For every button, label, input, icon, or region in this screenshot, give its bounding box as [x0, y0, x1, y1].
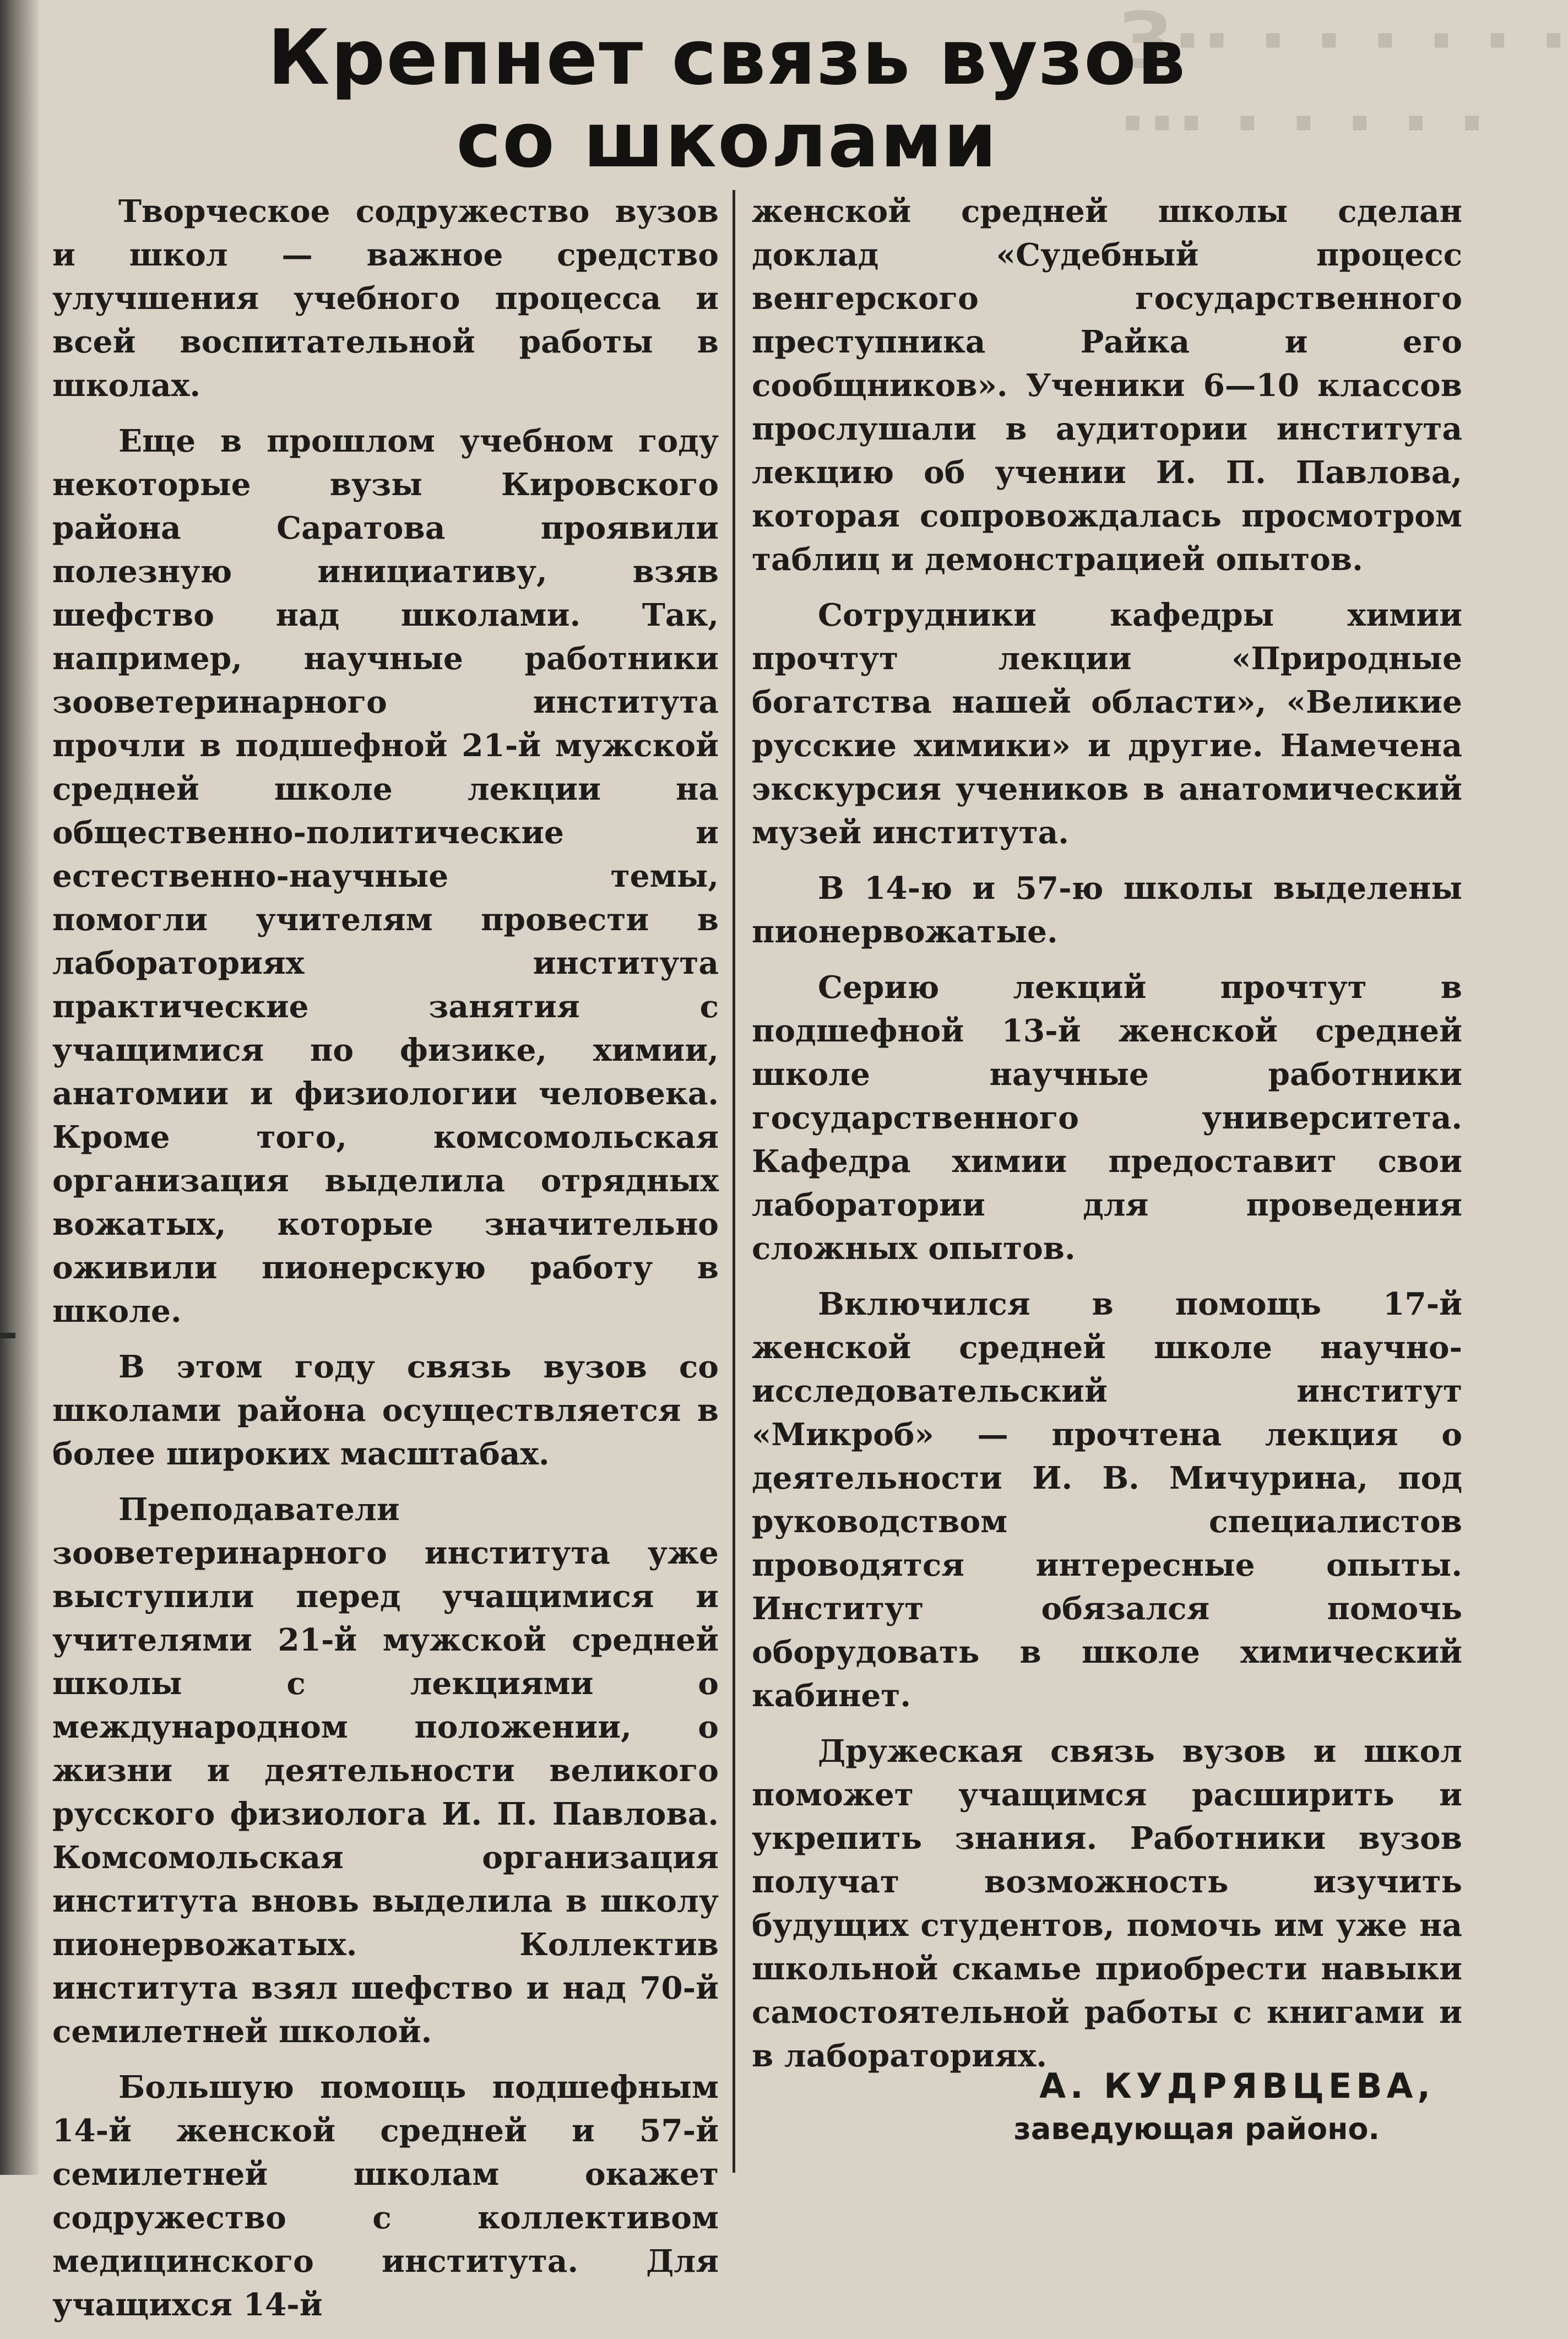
paragraph: В этом году связь вузов со школами района осуществляется в более широких масштабах.: [52, 1349, 719, 1472]
paragraph: Творческое содружество вузов и школ — важное средство улучшения учебного процесса и всей воспитательной работы в школах.: [52, 193, 719, 404]
author-signature: [752, 2064, 1462, 2150]
article-column-right: [752, 190, 1462, 2090]
paragraph: Большую помощь подшефным 14-й женской средней и 57-й семилетней школам окажет содружество с коллективом медицинского института. Для учащихся 14-й: [52, 2069, 719, 2323]
paragraph: Сотрудники кафедры химии прочтут лекции «Природные богатства нашей области», «Великие русские химики» и другие. Намечена экскурсия учеников в анатомический музей института.: [752, 597, 1462, 851]
adjacent-article-bleed: З·· · · · · · · ··· · · · · ·: [1118, 0, 1568, 169]
paragraph: В 14-ю и 57-ю школы выделены пионервожатые.: [752, 870, 1462, 950]
column-divider: [733, 190, 735, 2173]
paragraph: Еще в прошлом учебном году некоторые вузы Кировского района Саратова проявили полезную инициативу, взяв шефство над школами. Так, например, научные работники зооветеринарного института прочли в подшефной 21-й мужской средней школе лекции на общественно-политические и естественно-научные темы, помогли учителям провести в лабораториях института практические занятия с учащимися по физике, химии, анатомии и физиологии человека. Кроме того, комсомольская организация выделила отрядных вожатых, которые значительно оживили пионерскую работу в школе.: [52, 423, 719, 1329]
author-position: заведующая районо.: [1013, 2112, 1380, 2146]
paragraph: женской средней школы сделан доклад «Судебный процесс венгерского государственного преступника Райка и его сообщников». Ученики 6—10 классов прослушали в аудитории института лекцию об учении И. П. Павлова, которая сопровождалась просмотром таблиц и демонстрацией опытов.: [752, 193, 1462, 578]
paragraph: Дружеская связь вузов и школ поможет учащимся расширить и укрепить знания. Работники вузов получат возможность изучить будущих студентов, помочь им уже на школьной скамье приобрести навыки самостоятельной работы с книгами и в лабораториях.: [752, 1733, 1462, 2074]
paragraph: Включился в помощь 17-й женской средней школе научно-исследовательский институт «Микроб» — прочтена лекция о деятельности И. В. Мичурина, под руководством специалистов проводятся интересные опыты. Институт обязался помочь оборудовать в школе химический кабинет.: [752, 1286, 1462, 1714]
paragraph: Преподаватели зооветеринарного института уже выступили перед учащимися и учителями 21-й мужской средней школы с лекциями о международном положении, о жизни и деятельности великого русского физиолога И. П. Павлова. Комсомольская организация института вновь выделила в школу пионервожатых. Коллектив института взял шефство и над 70-й семилетней школой.: [52, 1491, 719, 2050]
author-name: А. КУДРЯВЦЕВА,: [1039, 2066, 1435, 2106]
page-edge-mark: [0, 1333, 15, 1338]
article-column-left: [52, 190, 719, 2339]
headline-line-1: Крепнет связь вузов: [267, 13, 1187, 102]
headline-line-2: со школами: [456, 96, 998, 184]
paragraph: Серию лекций прочтут в подшефной 13-й женской средней школе научные работники государственного университета. Кафедра химии предоставит свои лаборатории для проведения сложных опытов.: [752, 969, 1462, 1267]
page-edge-shadow: [0, 0, 39, 2175]
article-headline: [231, 13, 1223, 184]
